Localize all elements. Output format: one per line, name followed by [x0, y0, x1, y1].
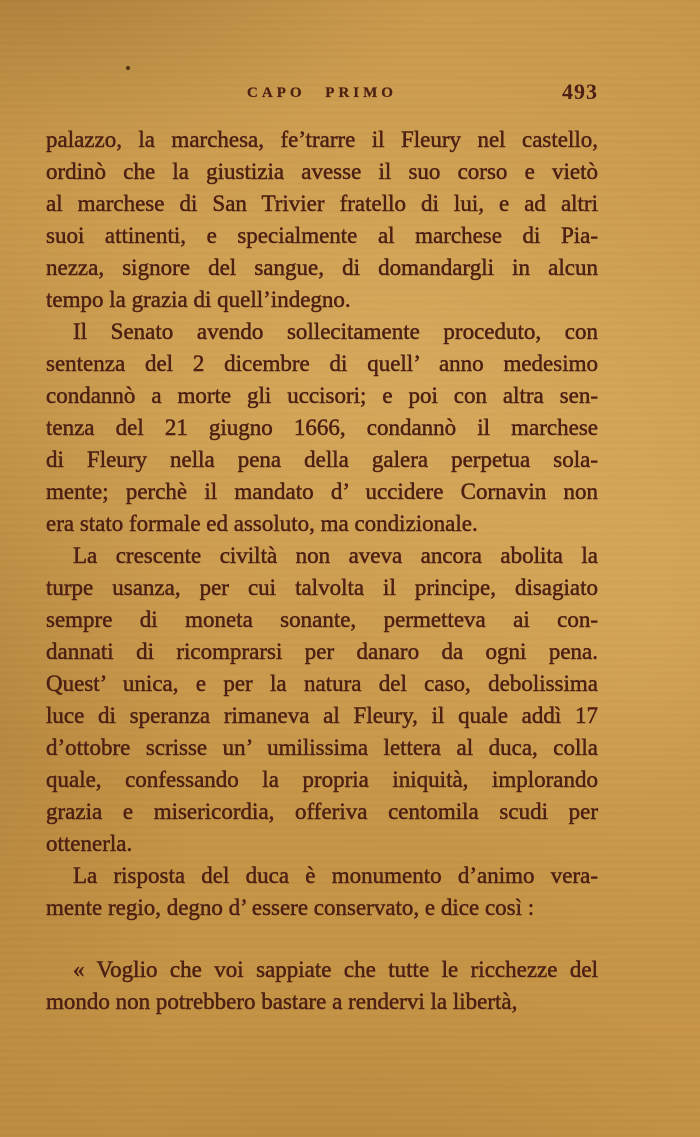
text-line: palazzo, la marchesa, fe’trarre il Fleury nel castello,: [46, 127, 598, 152]
text-line: turpe usanza, per cui talvolta il principe, disagiato: [46, 575, 598, 600]
paragraph: [46, 316, 598, 540]
text-line: grazia e misericordia, offeriva centomila scudi per: [46, 799, 598, 824]
ink-speck: [126, 66, 130, 70]
paragraph: [46, 540, 598, 860]
text-line: suoi attinenti, e specialmente al marchese di Pia-: [46, 223, 598, 248]
text-line: ordinò che la giustizia avesse il suo corso e vietò: [46, 159, 598, 184]
text-line: al marchese di San Trivier fratello di lui, e ad altri: [46, 191, 598, 216]
text-line: tenza del 21 giugno 1666, condannò il marchese: [46, 415, 598, 440]
text-line: « Voglio che voi sappiate che tutte le ricchezze del: [73, 957, 598, 982]
text-line: mente; perchè il mandato d’ uccidere Cornavin non: [46, 479, 598, 504]
text-line: era stato formale ed assoluto, ma condizionale.: [46, 511, 478, 536]
paragraph: [46, 954, 598, 1018]
body-text-block: [46, 124, 598, 1018]
text-line: mente regio, degno d’ essere conservato, e dice così :: [46, 895, 535, 920]
text-line: luce di speranza rimaneva al Fleury, il quale addì 17: [46, 703, 598, 728]
text-line: La crescente civiltà non aveva ancora abolita la: [73, 543, 598, 568]
text-line: sempre di moneta sonante, permetteva ai con-: [46, 607, 598, 632]
text-line: d’ottobre scrisse un’ umilissima lettera al duca, colla: [46, 735, 598, 760]
text-line: tempo la grazia di quell’indegno.: [46, 287, 351, 312]
text-line: Il Senato avendo sollecitamente proceduto, con: [73, 319, 598, 344]
text-line: condannò a morte gli uccisori; e poi con altra sen-: [46, 383, 598, 408]
paragraph: [46, 860, 598, 924]
text-line: La risposta del duca è monumento d’animo vera-: [73, 863, 598, 888]
running-header-chapter-title: CAPO PRIMO: [247, 85, 397, 101]
text-line: sentenza del 2 dicembre di quell’ anno medesimo: [46, 351, 598, 376]
page-number: 493: [562, 79, 598, 104]
text-line: dannati di ricomprarsi per danaro da ogni pena.: [46, 639, 598, 664]
paragraph: [46, 124, 598, 316]
text-line: di Fleury nella pena della galera perpetua sola-: [46, 447, 598, 472]
text-line: ottenerla.: [46, 831, 133, 856]
text-line: quale, confessando la propria iniquità, implorando: [46, 767, 598, 792]
text-line: nezza, signore del sangue, di domandargli in alcun: [46, 255, 598, 280]
text-line: mondo non potrebbero bastare a rendervi la libertà,: [46, 989, 518, 1014]
text-line: Quest’ unica, e per la natura del caso, debolissima: [46, 671, 598, 696]
